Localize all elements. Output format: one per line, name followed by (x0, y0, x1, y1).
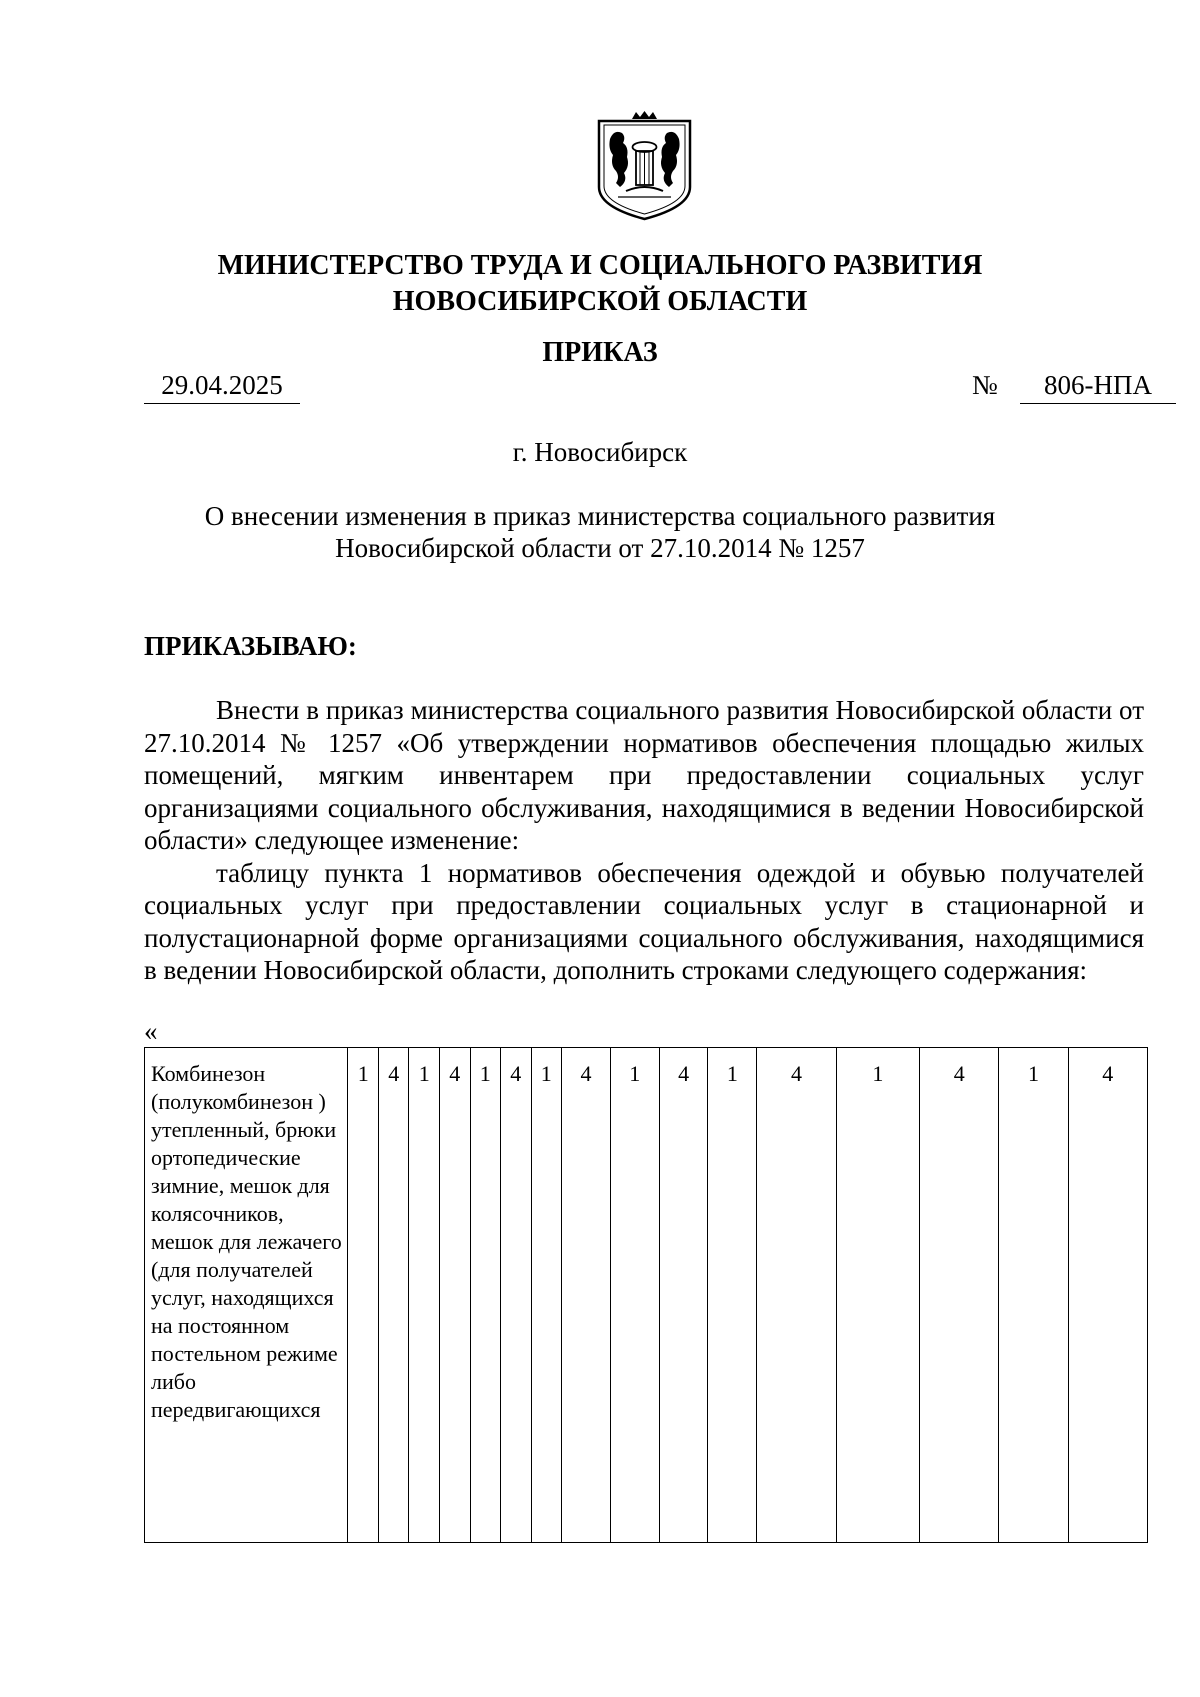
table-cell-value: 1 (610, 1048, 659, 1543)
document-type-title: ПРИКАЗ (542, 337, 658, 368)
table-cell-value: 1 (470, 1048, 501, 1543)
order-number: 806-НПА (1020, 369, 1176, 404)
order-subject-line2: Новосибирской области от 27.10.2014 № 1257 (335, 533, 865, 563)
order-body (144, 694, 1144, 987)
order-number-sign: № (972, 370, 998, 400)
table-cell-value: 4 (1068, 1048, 1147, 1543)
table-cell-item-name: Комбинезон (полукомбинезон ) утепленный, брюки ортопедические зимние, мешок для колясочников, мешок для лежачего (для получателей услуг, находящихся на постоянном постельном режиме либо передвигающихся (145, 1048, 348, 1543)
city-name: г. Новосибирск (512, 437, 688, 467)
table-cell-value: 1 (409, 1048, 440, 1543)
ministry-name-line2: НОВОСИБИРСКОЙ ОБЛАСТИ (392, 286, 808, 317)
table-cell-value: 4 (757, 1048, 836, 1543)
body-paragraph-1: Внести в приказ министерства социального развития Новосибирской области от 27.10.2014 № 1257 «Об утверждении нормативов обеспечения площадью жилых помещений, мягким инвентарем при предоставлении социальных услуг организациями социального обслуживания, находящимися в ведении Новосибирской области» следующее изменение: (144, 695, 1144, 855)
table-cell-value: 4 (562, 1048, 611, 1543)
coat-of-arms-icon (596, 111, 693, 221)
body-paragraph-2: таблицу пункта 1 нормативов обеспечения одеждой и обувью получателей социальных услуг при предоставлении социальных услуг в стационарной и полустационарной форме организациями социального обслуживания, находящимися в ведении Новосибирской области, дополнить строками следующего содержания: (144, 857, 1144, 985)
table-cell-value: 4 (920, 1048, 999, 1543)
order-subject (200, 500, 1000, 564)
table-cell-value: 1 (348, 1048, 379, 1543)
table-row (145, 1048, 1148, 1543)
table-cell-value: 4 (378, 1048, 409, 1543)
ministry-name-line1: МИНИСТЕРСТВО ТРУДА И СОЦИАЛЬНОГО РАЗВИТИЯ (217, 250, 983, 281)
ministry-name (0, 248, 1200, 320)
norms-table (144, 1047, 1148, 1543)
order-subject-line1: О внесении изменения в приказ министерства социального развития (204, 501, 996, 531)
order-verb-heading: ПРИКАЗЫВАЮ: (144, 631, 357, 661)
table-cell-value: 1 (836, 1048, 919, 1543)
order-date: 29.04.2025 (144, 369, 300, 404)
table-cell-value: 4 (501, 1048, 532, 1543)
table-cell-value: 1 (708, 1048, 757, 1543)
opening-quote-mark: « (144, 1016, 158, 1046)
table-cell-value: 1 (531, 1048, 562, 1543)
table-cell-value: 1 (999, 1048, 1068, 1543)
table-cell-value: 4 (659, 1048, 708, 1543)
table-cell-value: 4 (439, 1048, 470, 1543)
